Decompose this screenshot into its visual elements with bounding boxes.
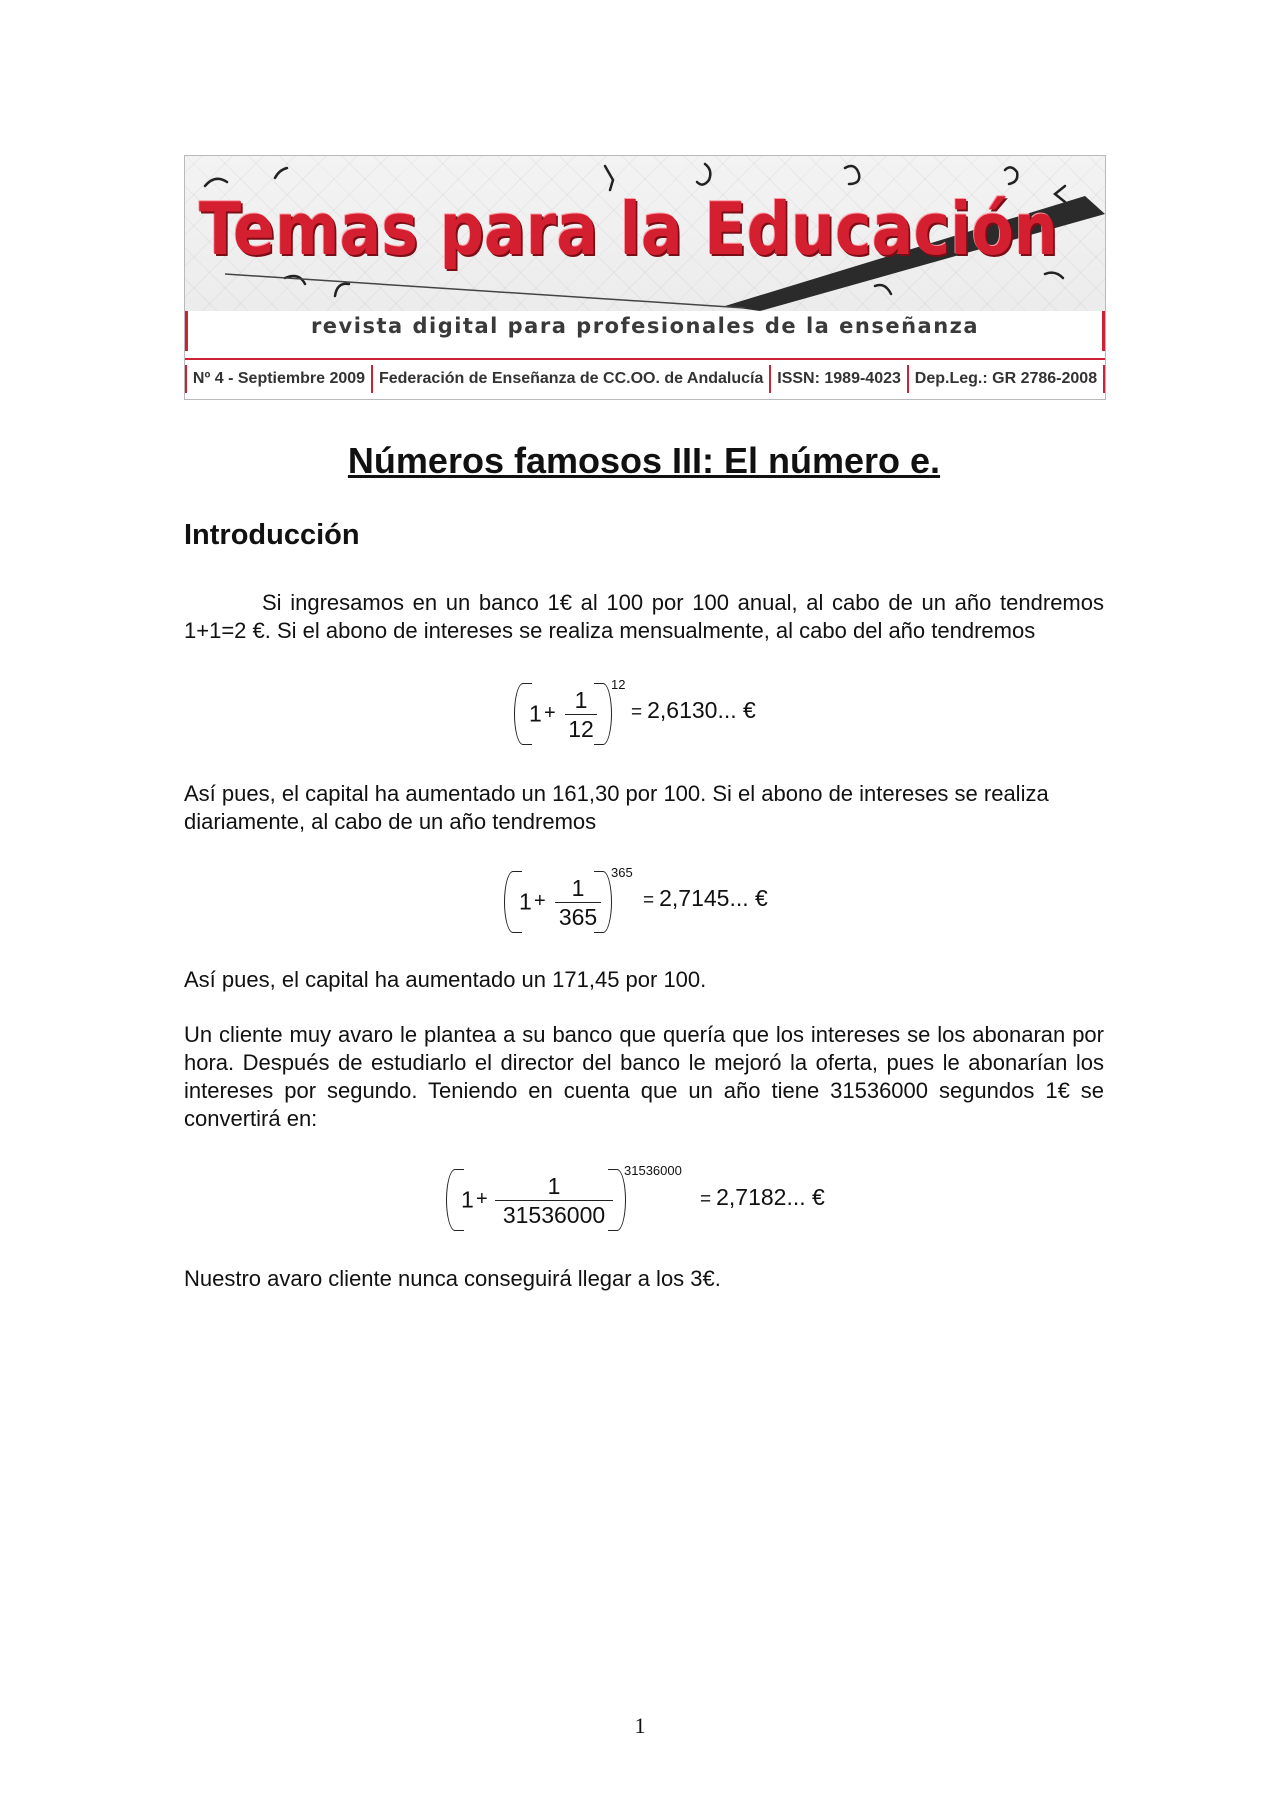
fraction-numerator: 1	[574, 687, 588, 713]
article-title: Números famosos III: El número e.	[347, 440, 941, 481]
paragraph-daily-result: Así pues, el capital ha aumentado un 171,45 por 100.	[184, 967, 707, 992]
formula-one: 1	[461, 1186, 474, 1213]
fraction-numerator: 1	[547, 1173, 561, 1199]
issn-info: ISSN: 1989-4023	[777, 370, 901, 387]
right-parenthesis	[594, 683, 612, 745]
banner-subtitle: revista digital para profesionales de la enseñanza	[310, 314, 980, 338]
page-number: 1	[634, 1713, 646, 1738]
formula-fraction	[565, 683, 597, 745]
fraction-bar	[495, 1200, 613, 1201]
formula-exponent: 12	[611, 677, 626, 692]
formula-one: 1	[529, 700, 542, 727]
banner-subtitle-bar	[185, 311, 1105, 351]
issue-info: Nº 4 - Septiembre 2009	[192, 370, 366, 387]
fraction-denominator: 31536000	[502, 1202, 606, 1228]
formula-plus: +	[534, 890, 546, 913]
result-value: 2,7145... €	[659, 885, 768, 911]
fraction-numerator: 1	[571, 875, 585, 901]
legal-deposit-info: Dep.Leg.: GR 2786-2008	[914, 370, 1098, 387]
banner-title: Temas para la Educación	[199, 187, 1059, 271]
banner-background	[185, 156, 1105, 311]
paragraph-daily: Así pues, el capital ha aumentado un 161,30 por 100. Si el abono de intereses se realiza diariamente, al cabo de un año tendremos	[184, 781, 1049, 834]
fraction-denominator: 12	[568, 716, 594, 742]
paragraph-avaro: Un cliente muy avaro le plantea a su banco que quería que los intereses se los abonaran por hora. Después de estudiarlo el director del banco le mejoró la oferta, pues le abonarían los intereses por segundo. Teniendo en cuenta que un año tiene 31536000 segundos 1€ se convertirá en:	[184, 1022, 1104, 1131]
formula-result	[643, 885, 768, 912]
formula-result	[631, 697, 756, 724]
fraction-bar	[565, 714, 597, 715]
publisher-info: Federación de Enseñanza de CC.OO. de Andalucía	[378, 370, 764, 387]
fraction-denominator: 365	[558, 904, 598, 930]
formula-exponent: 31536000	[624, 1163, 682, 1178]
paragraph-intro: Si ingresamos en un banco 1€ al 100 por 100 anual, al cabo de un año tendremos 1+1=2 €. Si el abono de intereses se realiza mensualmente, al cabo del año tendremos	[184, 590, 1104, 643]
right-parenthesis	[608, 1169, 626, 1231]
formula-monthly	[514, 683, 612, 745]
formula-result	[700, 1184, 825, 1211]
banner-info-bar	[185, 358, 1105, 398]
section-heading: Introducción	[184, 519, 360, 551]
equals-sign: =	[631, 702, 643, 723]
right-parenthesis	[594, 871, 612, 933]
result-value: 2,7182... €	[716, 1184, 825, 1210]
formula-fraction	[495, 1169, 613, 1231]
formula-exponent: 365	[611, 865, 633, 880]
equals-sign: =	[643, 890, 655, 911]
result-value: 2,6130... €	[647, 697, 756, 723]
paragraph-conclusion: Nuestro avaro cliente nunca conseguirá llegar a los 3€.	[184, 1266, 721, 1291]
formula-one: 1	[519, 888, 532, 915]
equals-sign: =	[700, 1189, 712, 1210]
formula-plus: +	[544, 702, 556, 725]
formula-per-second	[446, 1169, 626, 1231]
separator	[1103, 365, 1105, 393]
magazine-banner	[184, 155, 1106, 400]
formula-daily	[504, 871, 612, 933]
formula-plus: +	[476, 1188, 488, 1211]
